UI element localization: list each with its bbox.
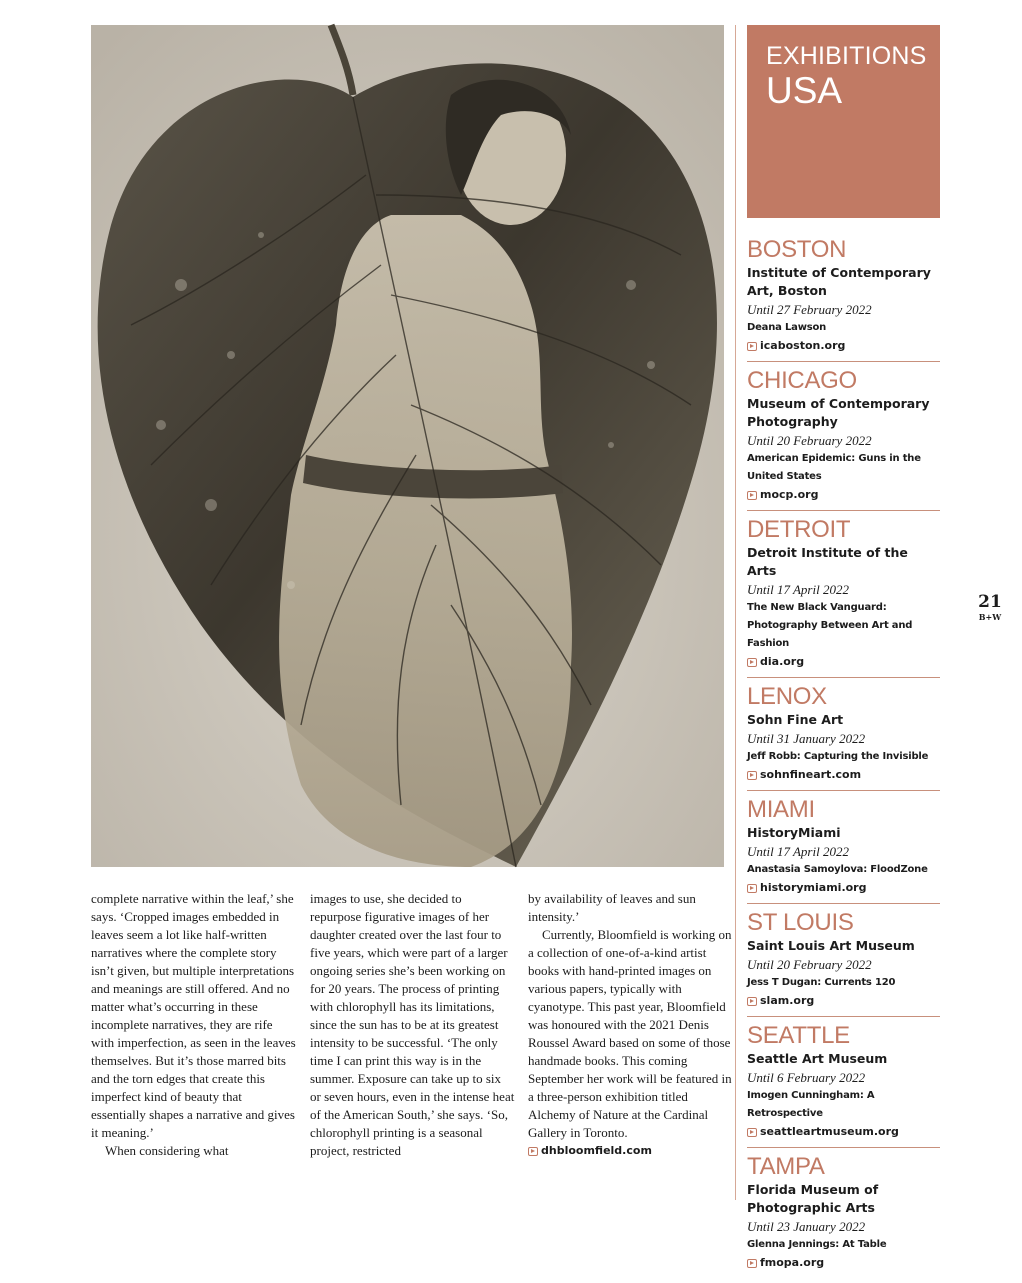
exhibitions-title: EXHIBITIONS (766, 42, 927, 70)
exhibition-title: Anastasia Samoylova: FloodZone (747, 864, 928, 875)
venue-name: Detroit Institute of the Arts (747, 545, 908, 578)
venue-url[interactable]: dia.org (760, 655, 805, 668)
article-photo (91, 25, 724, 867)
venue-link[interactable] (747, 653, 940, 671)
exhibition-date: Until 20 February 2022 (747, 433, 872, 448)
artist-website-url[interactable]: dhbloomfield.com (541, 1144, 652, 1157)
exhibition-entry-miami (747, 796, 940, 904)
exhibitions-region: USA (766, 70, 843, 111)
exhibition-title: Deana Lawson (747, 322, 827, 333)
venue-name: Saint Louis Art Museum (747, 938, 915, 953)
web-link-icon (747, 658, 757, 667)
venue-link[interactable] (747, 1123, 940, 1141)
venue-name: Institute of Contemporary Art, Boston (747, 265, 931, 298)
magazine-mark: B+W (978, 612, 1002, 622)
exhibition-date: Until 20 February 2022 (747, 957, 872, 972)
venue-url[interactable]: seattleartmuseum.org (760, 1125, 899, 1138)
web-link-icon (747, 884, 757, 893)
web-link-icon (747, 771, 757, 780)
venue-url[interactable]: icaboston.org (760, 339, 846, 352)
article-paragraph: complete narrative within the leaf,’ she says. ‘Cropped images embedded in leaves seem a lot like half-written narratives where the complete story isn’t given, but multiple interpretations and meanings are still offered. And no matter what’s occurring in these incomplete narratives, they are rife with imperfection, as seen in the leaves themselves. But it’s those marred bits and the torn edges that create this imperfect kind of beauty that essentially shapes a narrative and gives it meaning.’ (91, 891, 296, 1140)
venue-name: Seattle Art Museum (747, 1051, 888, 1066)
exhibition-title: The New Black Vanguard: Photography Between Art and Fashion (747, 602, 913, 649)
exhibition-title: Jeff Robb: Capturing the Invisible (747, 751, 929, 762)
exhibition-date: Until 6 February 2022 (747, 1070, 866, 1085)
venue-link[interactable] (747, 766, 940, 784)
article-paragraph: images to use, she decided to repurpose figurative images of her daughter created over the last four to five years, which were part of a larger ongoing series she’s been working on for 20 years. The process of printing with chlorophyll has its limitations, since the sun has to be at its greatest intensity to be successful. ‘The only time I can print this way is in the summer. Exposure can take up to six or seven hours, even in the intense heat of the American South,’ she says. ‘So, chlorophyll printing is a seasonal project, restricted (310, 891, 515, 1158)
venue-url[interactable]: mocp.org (760, 488, 819, 501)
article-paragraph: Currently, Bloomfield is working on a collection of one-of-a-kind artist books with hand-printed images on various papers, typically with cyanotype. This past year, Bloomfield was honoured with the 2021 Denis Roussel Award based on some of those handmade books. This coming September her work will be featured in a three-person exhibition titled Alchemy of Nature at the Cardinal Gallery in Toronto. (528, 927, 732, 1140)
venue-link[interactable] (747, 992, 940, 1010)
exhibition-date: Until 23 January 2022 (747, 1219, 866, 1234)
venue-url[interactable]: slam.org (760, 994, 815, 1007)
venue-url[interactable]: sohnfineart.com (760, 768, 862, 781)
venue-url[interactable]: fmopa.org (760, 1256, 825, 1269)
exhibition-date: Until 17 April 2022 (747, 844, 849, 859)
exhibition-date: Until 31 January 2022 (747, 731, 866, 746)
article-paragraph: When considering what (105, 1143, 229, 1158)
page-number: 21 (978, 592, 1002, 612)
exhibition-entry-chicago (747, 367, 940, 511)
city-name: CHICAGO (747, 367, 857, 394)
city-name: SEATTLE (747, 1022, 850, 1049)
venue-link[interactable] (747, 1254, 940, 1272)
web-link-icon (747, 342, 757, 351)
article-column-2 (310, 890, 515, 1160)
web-link-icon (528, 1147, 538, 1156)
exhibition-date: Until 17 April 2022 (747, 582, 849, 597)
exhibition-entry-lenox (747, 683, 940, 791)
venue-name: Sohn Fine Art (747, 712, 844, 727)
exhibition-entry-detroit (747, 516, 940, 678)
city-name: BOSTON (747, 236, 847, 263)
venue-link[interactable] (747, 879, 940, 897)
exhibition-title: Glenna Jennings: At Table (747, 1239, 887, 1250)
web-link-icon (747, 1128, 757, 1137)
web-link-icon (747, 1259, 757, 1268)
exhibition-list (747, 236, 940, 1283)
venue-link[interactable] (747, 486, 940, 504)
leaf-portrait-illustration (91, 25, 724, 867)
exhibition-entry-st-louis (747, 909, 940, 1017)
exhibition-entry-boston (747, 236, 940, 362)
exhibition-title: Jess T Dugan: Currents 120 (747, 977, 896, 988)
venue-name: HistoryMiami (747, 825, 841, 840)
exhibitions-header (747, 25, 940, 218)
web-link-icon (747, 997, 757, 1006)
venue-link[interactable] (747, 337, 940, 355)
exhibition-date: Until 27 February 2022 (747, 302, 872, 317)
sidebar-divider (735, 25, 736, 1200)
artist-website-link[interactable] (528, 1142, 733, 1160)
page-folio (975, 592, 1005, 622)
article-paragraph: by availability of leaves and sun intensity.’ (528, 891, 696, 924)
article-column-1 (91, 890, 296, 1160)
exhibition-title: American Epidemic: Guns in the United States (747, 453, 921, 482)
exhibition-entry-seattle (747, 1022, 940, 1148)
city-name: MIAMI (747, 796, 815, 823)
venue-url[interactable]: historymiami.org (760, 881, 867, 894)
city-name: ST LOUIS (747, 909, 854, 936)
exhibition-title: Imogen Cunningham: A Retrospective (747, 1090, 875, 1119)
exhibition-entry-tampa (747, 1153, 940, 1278)
venue-name: Florida Museum of Photographic Arts (747, 1182, 879, 1215)
venue-name: Museum of Contemporary Photography (747, 396, 930, 429)
city-name: DETROIT (747, 516, 851, 543)
city-name: LENOX (747, 683, 827, 710)
web-link-icon (747, 491, 757, 500)
article-column-3 (528, 890, 733, 1160)
city-name: TAMPA (747, 1153, 825, 1180)
